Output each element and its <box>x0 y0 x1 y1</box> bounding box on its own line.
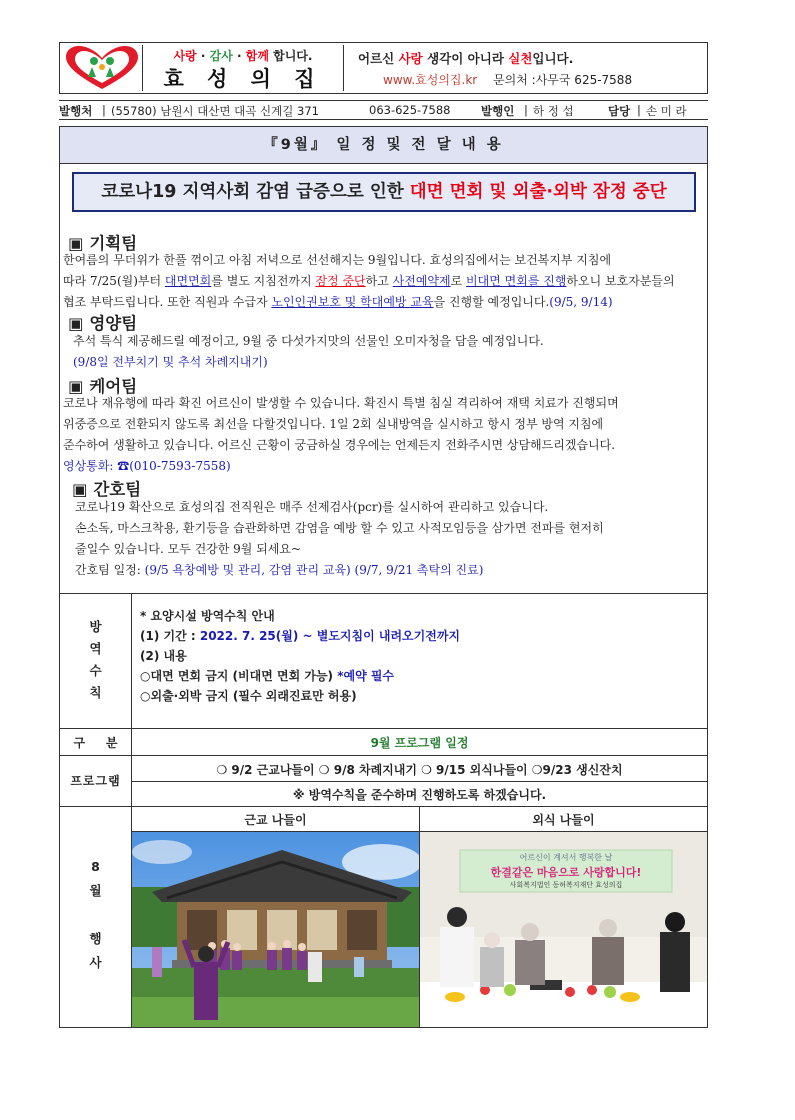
issuer-label: 발행인 <box>481 104 515 118</box>
text-line <box>63 271 675 293</box>
page-title: 『9월』 일 정 및 전 달 내 용 <box>60 127 707 164</box>
text-line <box>140 626 460 646</box>
video-call-number: ☎(010-7593-7558) <box>117 459 231 473</box>
dining-banner-big: 한결같은 마음으로 사랑합니다! <box>490 866 642 879</box>
publisher-label: 발행처 <box>59 104 93 118</box>
text-line <box>63 292 613 314</box>
photo-dining <box>420 832 707 1027</box>
category-label: 구 분 <box>73 736 118 750</box>
label-char: 수 <box>89 663 102 678</box>
label-char: 방 <box>89 619 102 634</box>
photo-title-dining: 외식 나들이 <box>532 813 595 827</box>
text-line: ○외출·외박 금지 (필수 외래진료만 허용) <box>140 689 357 703</box>
quarantine-label <box>60 616 131 704</box>
highlight-span: 잠정 중단 <box>315 274 366 288</box>
org-name: 효 성 의 집 <box>163 67 323 91</box>
text-line: (2) 내용 <box>140 649 187 663</box>
text-span: 을 진행할 예정입니다. <box>433 295 550 309</box>
table-rule <box>60 593 707 594</box>
text-line: 준수하여 생활하고 있습니다. 어르신 근황이 궁금하실 경우에는 언제든지 전화주시면 상담해드리겠습니다. <box>63 438 616 452</box>
video-call-label: 영상통화: <box>63 459 118 473</box>
motto-love: 사랑 <box>398 51 423 66</box>
highlight-span: 노인인권보호 및 학대예방 교육 <box>271 295 434 309</box>
text-span: 협조 부탁드립니다. 또한 직원과 수급자 <box>63 295 272 309</box>
schedule-header: 9월 프로그램 일정 <box>370 736 469 750</box>
label-char: 행 <box>89 931 102 946</box>
section-title: 간호팀 <box>93 480 142 499</box>
text-span: 하오니 보호자분들의 <box>566 274 675 288</box>
slogan-dot: · <box>237 49 242 63</box>
text-span: (1) 기간 : <box>140 629 200 643</box>
dining-banner-org: 사회복지법인 동허복지재단 효성의집 <box>509 881 623 889</box>
program-label: 프로그램 <box>70 774 121 788</box>
program-items: ❍ 9/2 근교나들이 ❍ 9/8 차례지내기 ❍ 9/15 외식나들이 ❍9/23 생신잔치 <box>216 763 623 777</box>
text-span: ○대면 면회 금지 (비대면 면회 가능) <box>140 669 338 683</box>
highlight-span: 대면면회 <box>164 274 212 288</box>
events-label <box>60 855 131 975</box>
highlight-span: 사전예약제 <box>392 274 451 288</box>
photo-outing <box>132 832 419 1027</box>
slogan-box <box>143 45 344 91</box>
table-rule <box>60 755 707 756</box>
program-notice: ※ 방역수칙을 준수하며 진행하도록 하겠습니다. <box>292 788 547 802</box>
highlight-span: *예약 필수 <box>337 669 395 683</box>
motto <box>358 49 573 67</box>
banner-text-highlight: 대면 면회 및 외출·외박 잠정 중단 <box>409 182 667 202</box>
text-line: 코로나19 확산으로 효성의집 전직원은 매주 선제검사(pcr)를 실시하여 관리하고 있습니다. <box>75 500 549 514</box>
text-span: 를 별도 지침전까지 <box>211 274 316 288</box>
text-line <box>63 456 231 478</box>
motto-suffix: 입니다. <box>532 51 574 66</box>
square-bullet-icon: ▣ <box>68 314 84 333</box>
square-bullet-icon: ▣ <box>68 377 84 396</box>
text-line: 한여름의 무더위가 한풀 꺾이고 아침 저녁으로 선선해지는 9월입니다. 효성의집에서는 보건복지부 지침에 <box>63 253 612 267</box>
text-line: 추석 특식 제공해드릴 예정이고, 9월 중 다섯가지맛의 선물인 오미자청을 담을 예정입니다. <box>73 334 544 348</box>
motto-prefix: 어르신 <box>358 51 399 66</box>
label-char: 사 <box>89 955 102 970</box>
banner-text-main: 코로나19 지역사회 감염 급증으로 인한 <box>101 182 410 202</box>
text-span: 간호팀 일정: <box>75 563 145 577</box>
contact-line <box>383 71 632 88</box>
slogan-together: 함께 <box>245 49 269 63</box>
highlight-span: (9/5, 9/14) <box>549 295 613 309</box>
text-line: 코로나 재유행에 따라 확진 어르신이 발생할 수 있습니다. 확진시 특별 침실 격리하여 재택 치료가 진행되며 <box>63 396 619 410</box>
slogan <box>143 47 343 64</box>
text-line: 위중증으로 전환되지 않도록 최선을 다할것입니다. 1일 2회 실내방역을 실시하고 항시 정부 방역 지침에 <box>63 417 604 431</box>
section-title: 기획팀 <box>89 234 138 253</box>
highlight-span: 2022. 7. 25(월) ~ 별도지침이 내려오기전까지 <box>199 629 461 643</box>
section-title: 케어팀 <box>89 377 138 396</box>
square-bullet-icon: ▣ <box>72 480 88 499</box>
highlight-span: 비대면 면회를 진행 <box>466 274 567 288</box>
label-char: 월 <box>89 883 102 898</box>
table-rule <box>60 728 707 729</box>
label-char: 8 <box>91 859 100 874</box>
issuer-name: 하 정 섭 <box>533 104 574 118</box>
text-line: * 요양시설 방역수칙 안내 <box>140 609 275 623</box>
manager-label: 담당 <box>608 104 631 118</box>
motto-mid: 생각이 아니라 <box>422 51 509 66</box>
section-title: 영양팀 <box>89 314 138 333</box>
label-char <box>60 903 131 927</box>
slogan-suffix: 합니다. <box>268 49 313 63</box>
label-char: 역 <box>89 641 102 656</box>
slogan-thanks: 감사 <box>209 49 233 63</box>
publisher-phone: 063-625-7588 <box>369 103 451 117</box>
text-line: (9/8일 전부치기 및 추석 차례지내기) <box>73 355 268 369</box>
text-line <box>75 560 483 582</box>
contact-label: 문의처 <box>493 73 528 87</box>
label-char: 칙 <box>89 685 102 700</box>
square-bullet-icon: ▣ <box>68 234 84 253</box>
motto-practice: 실천 <box>508 51 533 66</box>
contact-value: :사무국 625-7588 <box>531 73 633 87</box>
text-span: 따라 7/25(월)부터 <box>63 274 165 288</box>
logo-heart-icon <box>62 45 142 91</box>
text-span: 하고 <box>365 274 393 288</box>
text-line <box>140 666 460 686</box>
text-span: 로 <box>450 274 467 288</box>
highlight-span: (9/5 욕창예방 및 관리, 감염 관리 교육) (9/7, 9/21 촉탁의 진료) <box>144 563 484 577</box>
text-line: 줄일수 있습니다. 모두 건강한 9월 되세요~ <box>75 542 302 556</box>
publisher-address: (55780) 남원시 대산면 대곡 신계길 371 <box>111 104 319 118</box>
publisher-bar: 발행처 | (55780) 남원시 대산면 대곡 신계길 371 063-625-7588 발행인 | 하 정 섭 담당 | 손 미 라 <box>59 100 708 120</box>
photo-title-outing: 근교 나들이 <box>244 813 307 827</box>
manager-name: 손 미 라 <box>646 104 687 118</box>
notice-banner <box>72 172 696 212</box>
slogan-love: 사랑 <box>173 49 197 63</box>
table-rule <box>60 806 707 807</box>
website-link[interactable]: www.효성의집.kr <box>383 73 478 87</box>
logo <box>62 45 143 91</box>
table-rule <box>132 781 707 782</box>
quarantine-content <box>140 606 460 706</box>
slogan-dot: · <box>200 49 206 63</box>
dining-banner-small: 어르신이 계셔서 행복한 날 <box>519 853 613 862</box>
text-line: 손소독, 마스크착용, 환기등을 습관화하면 감염을 예방 할 수 있고 사적모임등을 삼가면 전파를 현저히 <box>75 521 604 535</box>
